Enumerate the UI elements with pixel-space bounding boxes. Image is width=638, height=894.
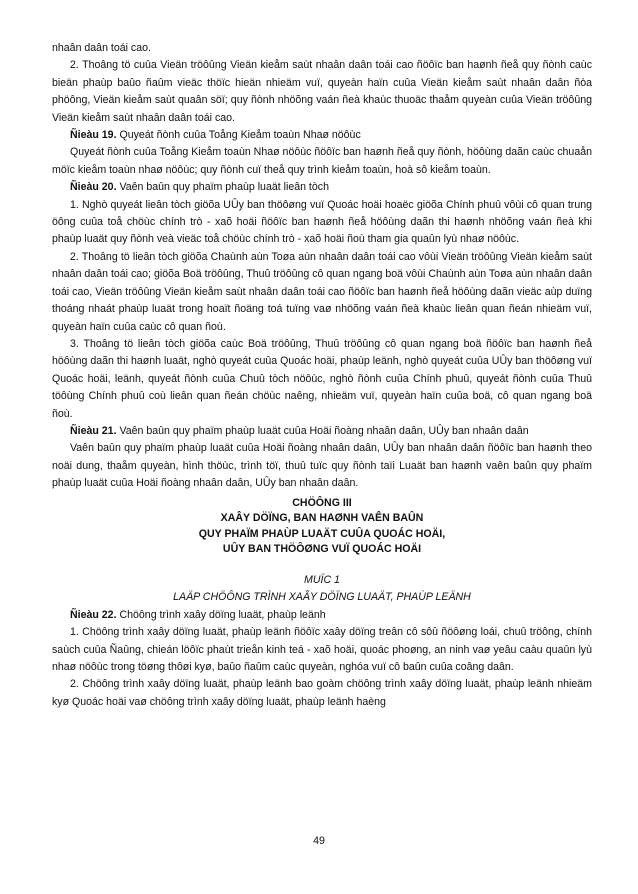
article-20-clause-3: 3. Thoâng tö lieân tòch giöõa caùc Boä tröôûng, Thuû tröôûng cô quan ngang boä ñöôïc ban haønh ñeå höôùng daãn thi haønh luaät, nghò quyeát cuûa Quoác hoäi, phaùp leänh, nghò quyeát cuûa UÛy ban thöôøng vuï Quoác hoäi, leänh, quyeát ñònh cuûa Chuû tòch nöôùc, nghò ñònh cuûa Chính phuû, quyeát ñònh cuûa Thuû töôùng Chính phuû coù lieân quan ñeán chöùc naêng, nhieäm vuï, quyeàn haïn cuûa boä, cô quan ngang boä ñoù. — [52, 337, 592, 420]
article-19-title: Quyeát ñònh cuûa Toång Kieåm toaùn Nhaø nöôùc — [116, 129, 361, 142]
article-19-body: Quyeát ñònh cuûa Toång Kieåm toaùn Nhaø nöôùc ñöôïc ban haønh ñeå quy ñònh, höôùng daãn caùc chuaån möïc kieåm toaùn nhaø nöôùc; quy ñònh cuï theå quy trình kieåm toaùn, hoà sô kieåm toaùn. — [52, 146, 592, 176]
article-21-heading — [52, 423, 592, 440]
paragraph-clause-2: 2. Thoâng tö cuûa Vieän tröôûng Vieän kieåm saùt nhaân daân toái cao ñöôïc ban haønh ñeå quy ñònh caùc bieän phaùp baûo ñaûm vieäc thöïc hieän nhieäm vuï, quyeàn haïn cuûa Vieän kieåm saùt nhaân daân ñòa phöông, Vieän kieåm saùt quaân söï; quy ñònh nhöõng vaán ñeà khaùc thuoäc thaåm quyeàn cuûa Vieän tröôûng Vieän kieåm saùt nhaân daân toái cao. — [52, 59, 592, 124]
section-title: LAÄP CHÖÔNG TRÌNH XAÂY DÖÏNG LUAÄT, PHAÙP LEÄNH — [173, 591, 471, 604]
article-21-number: Ñieàu 21. — [70, 424, 117, 437]
article-22-title: Chöông trình xaây döïng luaät, phaùp leänh — [116, 608, 326, 621]
chapter-title-line-3: UÛY BAN THÖÔØNG VUÏ QUOÁC HOÄI — [222, 543, 422, 556]
article-20-clause-2: 2. Thoâng tö lieân tòch giöõa Chaùnh aùn Toøa aùn nhaân daân toái cao vôùi Vieän tröôûng Vieän kieåm saùt nhaân daân toái cao; giöõa Boä tröôûng, Thuû tröôûng cô quan ngang boä vôùi Chaùnh aùn Toøa aùn nhaân daân toái cao, Vieän tröôûng Vieän kieåm saùt nhaân daân toái cao ñöôïc ban haønh ñeå höôùng daãn vieäc aùp duïng thoáng nhaát phaùp luaät trong hoaït ñoäng toá tuïng vaø nhöõng vaán ñeà khaùc lieân quan ñeán nhieäm vuï, quyeàn haïn cuûa caùc cô quan ñoù. — [52, 250, 592, 333]
article-22-heading — [52, 607, 592, 624]
article-19-number: Ñieàu 19. — [70, 129, 117, 142]
article-20-number: Ñieàu 20. — [70, 181, 117, 194]
chapter-title-line-2: QUY PHAÏM PHAÙP LUAÄT CUÛA QUOÁC HOÄI, — [198, 527, 446, 540]
section-number: MUÏC 1 — [304, 573, 340, 586]
article-19-heading — [52, 127, 592, 144]
page-number: 49 — [313, 835, 325, 847]
article-22-clause-1: 1. Chöông trình xaây döïng luaät, phaùp leänh ñöôïc xaây döïng treân cô sôû ñöôøng loái, chuû tröông, chính saùch cuûa Ñaûng, chieán löôïc phaùt trieån kinh teá - xaõ hoäi, quoác phoøng, an ninh vaø yeâu caàu quaûn lyù nhaø nöôùc trong töøng thôøi kyø, baûo ñaûm caùc quyeàn, nghóa vuï cô baûn cuûa coâng daân. — [52, 626, 592, 673]
chapter-title-line-1: XAÂY DÖÏNG, BAN HAØNH VAÊN BAÛN — [220, 512, 424, 525]
article-20-clause-1: 1. Nghò quyeát lieân tòch giöõa UÛy ban thöôøng vuï Quoác hoäi hoaëc giöõa Chính phuû vôùi cô quan trung öông cuûa toå chöùc chính trò - xaõ hoäi ñöôïc ban haønh ñeå höôùng daãn thi haønh nhöõng vaán ñeà khi phaùp luaät quy ñònh veà vieäc toå chöùc chính trò - xaõ hoäi ñoù tham gia quaûn lyù nhaø nöôùc. — [52, 198, 592, 246]
article-20-heading — [52, 179, 592, 196]
document-page — [52, 40, 592, 711]
paragraph-continuation: nhaân daân toái cao. — [52, 42, 151, 54]
article-21-body: Vaên baûn quy phaïm phaùp luaät cuûa Hoäi ñoàng nhaân daân, UÛy ban nhaân daân ñöôïc ban haønh theo noäi dung, thaåm quyeàn, hình thöùc, trình töï, thuû tuïc quy ñònh taïi Luaät ban haønh vaên baûn quy phaïm phaùp luaät cuûa Hoäi ñoàng nhaân daân, UÛy ban nhaân daân. — [52, 442, 592, 490]
article-22-number: Ñieàu 22. — [70, 608, 117, 621]
article-22-clause-2: 2. Chöông trình xaây döïng luaät, phaùp leänh bao goàm chöông trình xaây döïng luaät, phaùp leänh nhieäm kyø Quoác hoäi vaø chöông trình xaây döïng luaät, phaùp leänh haèng — [52, 678, 592, 708]
chapter-heading — [52, 496, 592, 558]
chapter-number: CHÖÔNG III — [292, 496, 352, 509]
article-21-title: Vaên baûn quy phaïm phaùp luaät cuûa Hoäi ñoàng nhaân daân, UÛy ban nhaân daân — [116, 424, 529, 437]
article-20-title: Vaên baûn quy phaïm phaùp luaät lieân tòch — [116, 181, 329, 194]
